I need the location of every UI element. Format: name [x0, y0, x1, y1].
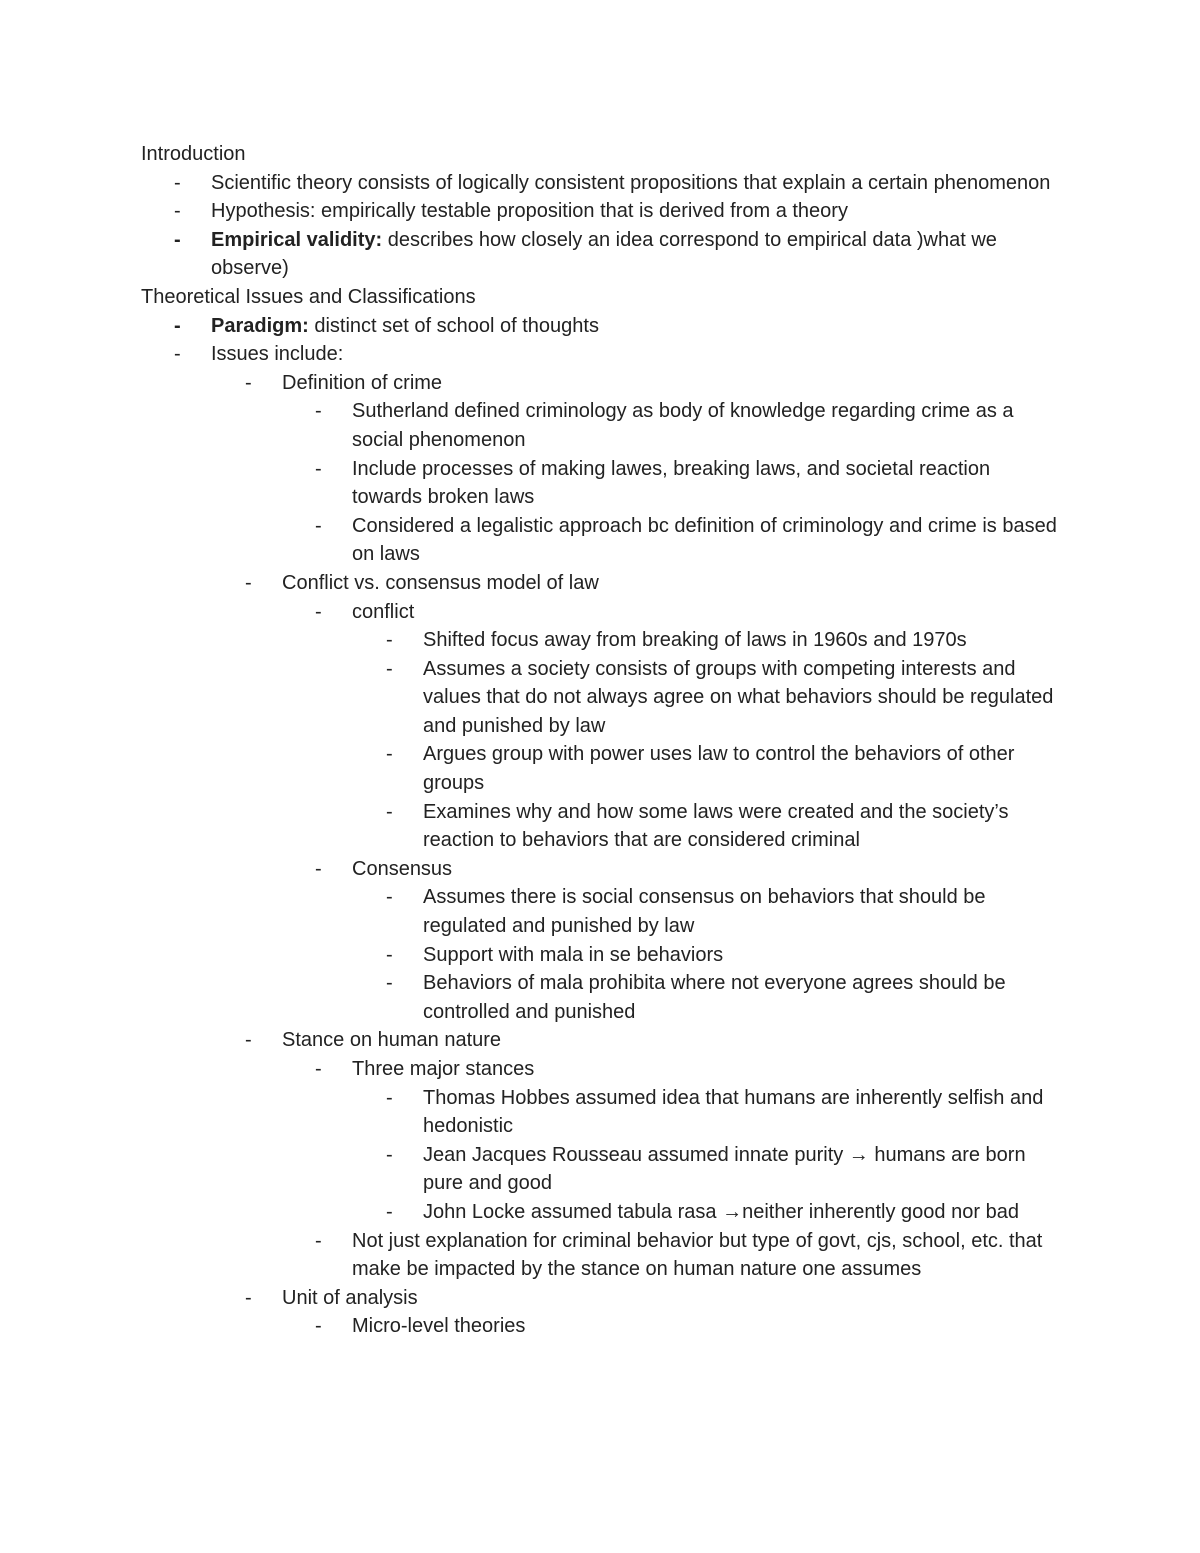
definition-text: describes how closely an idea correspond to empirical data )what we observe)	[211, 228, 997, 280]
list-item	[174, 340, 1061, 369]
term-paradigm: Paradigm:	[211, 314, 309, 337]
bullet-dash: -	[315, 600, 322, 623]
list-item-text: Include processes of making lawes, breaking laws, and societal reaction towards broken laws	[352, 457, 991, 509]
bullet-dash: -	[315, 1058, 322, 1080]
list-item	[386, 1141, 1063, 1198]
list-item-text: Shifted focus away from breaking of laws in 1960s and 1970s	[423, 629, 967, 652]
list-item	[386, 1084, 1063, 1141]
bullet-dash: -	[315, 1315, 322, 1338]
list-item	[174, 169, 1061, 198]
list-item	[315, 455, 1062, 512]
bullet-dash: -	[174, 171, 181, 194]
bullet-dash: -	[174, 228, 181, 251]
bullet-dash: -	[315, 514, 322, 537]
list-item-text: Assumes there is social consensus on behaviors that should be regulated and punished by law	[423, 886, 986, 938]
list-item-text: Micro-level theories	[352, 1315, 526, 1338]
list-item-text: Not just explanation for criminal behavior but type of govt, cjs, school, etc. that make be impacted by the stance on human nature one assumes	[352, 1229, 1043, 1281]
list-item	[174, 312, 1061, 341]
list-item	[315, 598, 1062, 627]
term-empirical-validity: Empirical validity:	[211, 228, 383, 251]
list-item	[315, 1227, 1062, 1284]
bullet-dash: -	[315, 457, 322, 480]
list-item-text: Argues group with power uses law to control the behaviors of other groups	[423, 743, 1015, 795]
bullet-dash: -	[245, 1029, 252, 1052]
bullet-dash: -	[386, 1200, 393, 1223]
definition-text: distinct set of school of thoughts	[308, 314, 599, 337]
list-item-text: Consensus	[352, 857, 453, 880]
bullet-dash: -	[386, 743, 393, 766]
list-item	[386, 740, 1063, 797]
bullet-dash: -	[386, 943, 393, 966]
list-item	[245, 1026, 1062, 1055]
bullet-dash: -	[174, 314, 181, 337]
list-item-text: Conflict vs. consensus model of law	[282, 571, 599, 594]
list-item-text: Issues include:	[211, 343, 344, 366]
bullet-dash: -	[174, 200, 181, 223]
list-item	[386, 798, 1063, 855]
list-item-text: Unit of analysis	[282, 1286, 418, 1309]
list-item-text: Hypothesis: empirically testable proposition that is derived from a theory	[211, 200, 848, 223]
list-item	[386, 941, 1063, 970]
list-item-text: conflict	[352, 600, 415, 623]
list-item-text: Scientific theory consists of logically consistent propositions that explain a certain phenomenon	[211, 171, 1051, 194]
bullet-dash: -	[315, 857, 322, 880]
bullet-dash: -	[315, 1229, 322, 1252]
list-item-text: Jean Jacques Rousseau assumed innate purity → humans are born pure and good	[423, 1143, 1026, 1195]
bullet-dash: -	[386, 629, 393, 652]
bullet-dash: -	[174, 343, 181, 366]
list-item-text: Assumes a society consists of groups with competing interests and values that do not always agree on what behaviors should be regulated and punished by law	[423, 657, 1054, 737]
list-item	[245, 369, 1062, 398]
list-item-text: Support with mala in se behaviors	[423, 943, 724, 966]
list-item-text: John Locke assumed tabula rasa →neither inherently good nor bad	[423, 1200, 1019, 1223]
list-item	[386, 969, 1063, 1026]
list-item	[174, 226, 1061, 283]
bullet-dash: -	[386, 972, 393, 995]
bullet-dash: -	[315, 400, 322, 423]
list-item	[245, 1284, 1062, 1313]
list-item-text: Behaviors of mala prohibita where not everyone agrees should be controlled and punished	[423, 972, 1006, 1023]
bullet-dash: -	[245, 571, 252, 594]
list-item-text: Definition of crime	[282, 371, 443, 394]
list-item	[386, 626, 1063, 655]
bullet-dash: -	[245, 1286, 252, 1309]
bullet-dash: -	[386, 800, 393, 823]
list-item-text: Stance on human nature	[282, 1029, 502, 1052]
heading-introduction: Introduction	[141, 143, 246, 165]
list-item	[386, 883, 1063, 940]
bullet-dash: -	[386, 1143, 393, 1166]
list-item	[174, 197, 1061, 226]
list-item-text: Three major stances	[352, 1058, 535, 1080]
list-item	[315, 855, 1062, 884]
list-item-text: Considered a legalistic approach bc definition of criminology and crime is based on laws	[352, 514, 1057, 566]
bullet-dash: -	[386, 657, 393, 680]
bullet-dash: -	[245, 371, 252, 394]
list-item	[386, 655, 1063, 741]
list-item	[315, 1312, 1062, 1341]
list-item-text: Sutherland defined criminology as body of knowledge regarding crime as a social phenomenon	[352, 400, 1014, 451]
list-item	[386, 1198, 1063, 1227]
document-body	[141, 140, 1081, 1341]
list-item	[315, 397, 1062, 454]
list-item	[315, 1055, 1062, 1084]
list-item-text: Thomas Hobbes assumed idea that humans are inherently selfish and hedonistic	[423, 1086, 1044, 1138]
heading-theoretical-issues: Theoretical Issues and Classifications	[141, 285, 476, 308]
list-item	[245, 569, 1062, 598]
list-item-text: Examines why and how some laws were created and the society’s reaction to behaviors that are considered criminal	[423, 800, 1009, 852]
list-item	[315, 512, 1062, 569]
bullet-dash: -	[386, 886, 393, 909]
bullet-dash: -	[386, 1086, 393, 1109]
